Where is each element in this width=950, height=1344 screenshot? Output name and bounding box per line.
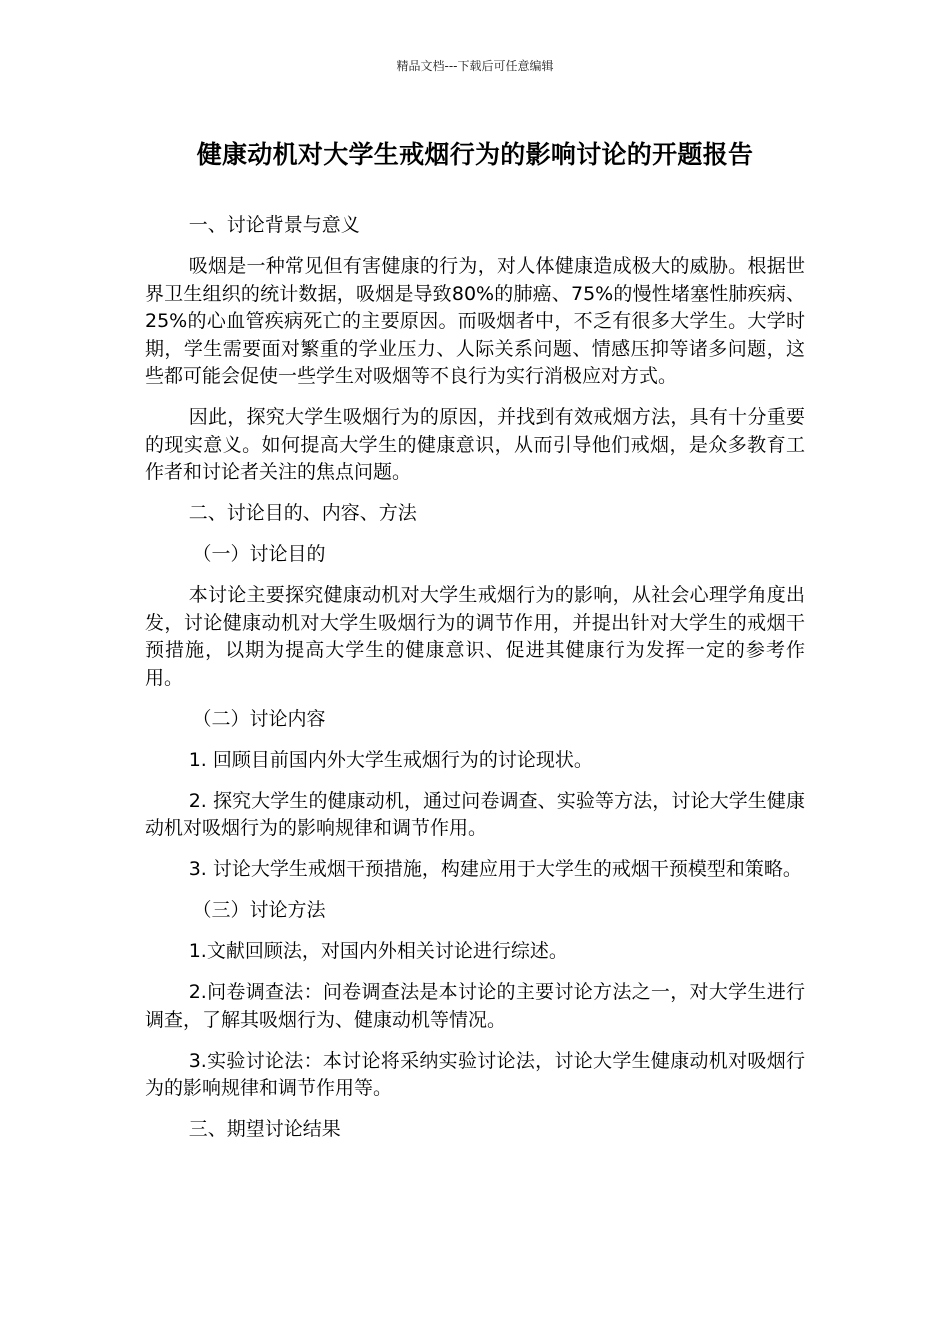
content-item-3: 3. 讨论大学生戒烟干预措施，构建应用于大学生的戒烟干预模型和策略。 bbox=[188, 858, 802, 880]
method-item-2: 2.问卷调查法：问卷调查法是本讨论的主要讨论方法之一，对大学生进行调查，了解其吸烟行为、健康动机等情况。 bbox=[145, 981, 805, 1031]
subheading-purpose: （一）讨论目的 bbox=[192, 543, 326, 565]
subheading-method: （三）讨论方法 bbox=[192, 899, 326, 921]
document-body bbox=[145, 212, 805, 1157]
subheading-content: （二）讨论内容 bbox=[192, 707, 326, 730]
method-item-3: 3.实验讨论法：本讨论将采纳实验讨论法，讨论大学生健康动机对吸烟行为的影响规律和调节作用等。 bbox=[145, 1049, 805, 1099]
section-heading-background: 一、讨论背景与意义 bbox=[188, 214, 360, 236]
header-note: 精品文档---下载后可任意编辑 bbox=[396, 59, 554, 73]
content-item-2: 2. 探究大学生的健康动机，通过问卷调查、实验等方法，讨论大学生健康动机对吸烟行为的影响规律和调节作用。 bbox=[145, 789, 805, 839]
document-title: 健康动机对大学生戒烟行为的影响讨论的开题报告 bbox=[196, 140, 754, 169]
method-item-1: 1.文献回顾法，对国内外相关讨论进行综述。 bbox=[188, 940, 568, 962]
section-heading-expected-results: 三、期望讨论结果 bbox=[188, 1118, 341, 1140]
paragraph-purpose: 本讨论主要探究健康动机对大学生戒烟行为的影响，从社会心理学角度出发，讨论健康动机对大学生吸烟行为的调节作用，并提出针对大学生的戒烟干预措施，以期为提高大学生的健康意识、促进其健康行为发挥一定的参考作用。 bbox=[145, 584, 805, 689]
section-heading-purpose-content-method: 二、讨论目的、内容、方法 bbox=[188, 502, 417, 524]
paragraph-smoking-harm: 吸烟是一种常见但有害健康的行为，对人体健康造成极大的威胁。根据世界卫生组织的统计数据，吸烟是导致80%的肺癌、75%的慢性堵塞性肺疾病、25%的心血管疾病死亡的主要原因。而吸烟者中，不乏有很多大学生。大学时期，学生需要面对繁重的学业压力、人际关系问题、情感压抑等诸多问题，这些都可能会促使一些学生对吸烟等不良行为实行消极应对方式。 bbox=[145, 255, 805, 387]
paragraph-significance: 因此，探究大学生吸烟行为的原因，并找到有效戒烟方法，具有十分重要的现实意义。如何提高大学生的健康意识，从而引导他们戒烟，是众多教育工作者和讨论者关注的焦点问题。 bbox=[145, 406, 805, 483]
content-item-1: 1. 回顾目前国内外大学生戒烟行为的讨论现状。 bbox=[188, 748, 593, 771]
